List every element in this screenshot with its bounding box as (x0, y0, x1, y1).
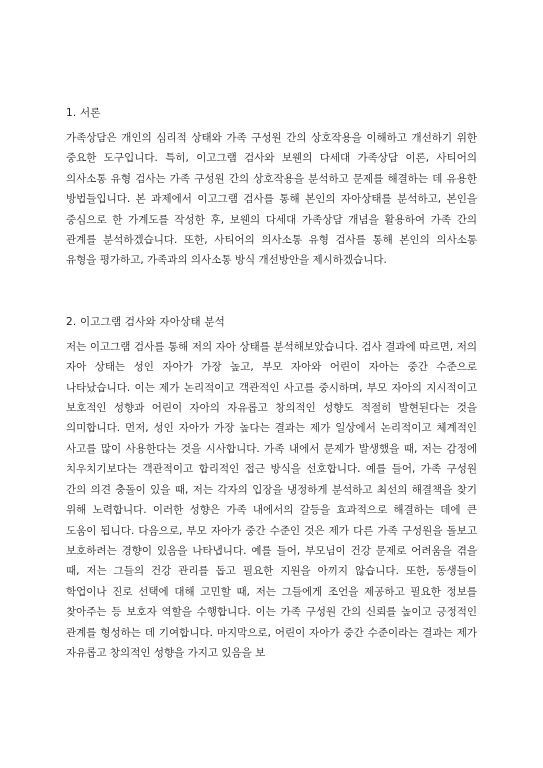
section-heading-egogram-analysis: 2. 이고그램 검사와 자아상태 분석 (66, 315, 226, 328)
section-heading-introduction: 1. 서론 (66, 107, 101, 119)
introduction-paragraph: 가족상담은 개인의 심리적 상태와 가족 구성원 간의 상호작용을 이해하고 개선하기 위한 중요한 도구입니다. 특히, 이고그램 검사와 보웬의 다세대 가족상담 이론, 사티어의 의사소통 유형 검사는 가족 구성원 간의 상호작용을 분석하고 문제를 해결하는 데 유용한 방법들입니다. 본 과제에서 이고그램 검사를 통해 본인의 자아상태를 분석하고, 본인을 중심으로 한 가계도를 작성한 후, 보웬의 다세대 가족상담 개념을 활용하여 가족 간의 관계를 분석하겠습니다. 또한, 사티어의 의사소통 유형 검사를 통해 본인의 의사소통 유형을 평가하고, 가족과의 의사소통 방식 개선방안을 제시하겠습니다. (66, 132, 477, 267)
egogram-analysis-paragraph: 저는 이고그램 검사를 통해 저의 자아 상태를 분석해보았습니다. 검사 결과에 따르면, 저의 자아 상태는 성인 자아가 가장 높고, 부모 자아와 어린이 자아는 중간 수준으로 나타났습니다. 이는 제가 논리적이고 객관적인 사고를 중시하며, 부모 자아의 지시적이고 보호적인 성향과 어린이 자아의 자유롭고 창의적인 성향도 적절히 발현된다는 것을 의미합니다. 먼저, 성인 자아가 가장 높다는 결과는 제가 일상에서 논리적이고 체계적인 사고를 많이 사용한다는 것을 시사합니다. 가족 내에서 문제가 발생했을 때, 저는 감정에 치우치기보다는 객관적이고 합리적인 접근 방식을 선호합니다. 예를 들어, 가족 구성원 간의 의견 충돌이 있을 때, 저는 각자의 입장을 냉정하게 분석하고 최선의 해결책을 찾기 위해 노력합니다. 이러한 성향은 가족 내에서의 갈등을 효과적으로 해결하는 데에 큰 도움이 됩니다. 다음으로, 부모 자아가 중간 수준인 것은 제가 다른 가족 구성원을 돌보고 보호하려는 경향이 있음을 나타냅니다. 예를 들어, 부모님이 건강 문제로 어려움을 겪을 때, 저는 그들의 건강 관리를 돕고 필요한 지원을 아끼지 않습니다. 또한, 동생들이 학업이나 진로 선택에 대해 고민할 때, 저는 그들에게 조언을 제공하고 필요한 정보를 찾아주는 등 보호자 역할을 수행합니다. 이는 가족 구성원 간의 신뢰를 높이고 긍정적인 관계를 형성하는 데 기여합니다. 마지막으로, 어린이 자아가 중간 수준이라는 결과는 제가 자유롭고 창의적인 성향을 가지고 있음을 보 (66, 340, 477, 659)
